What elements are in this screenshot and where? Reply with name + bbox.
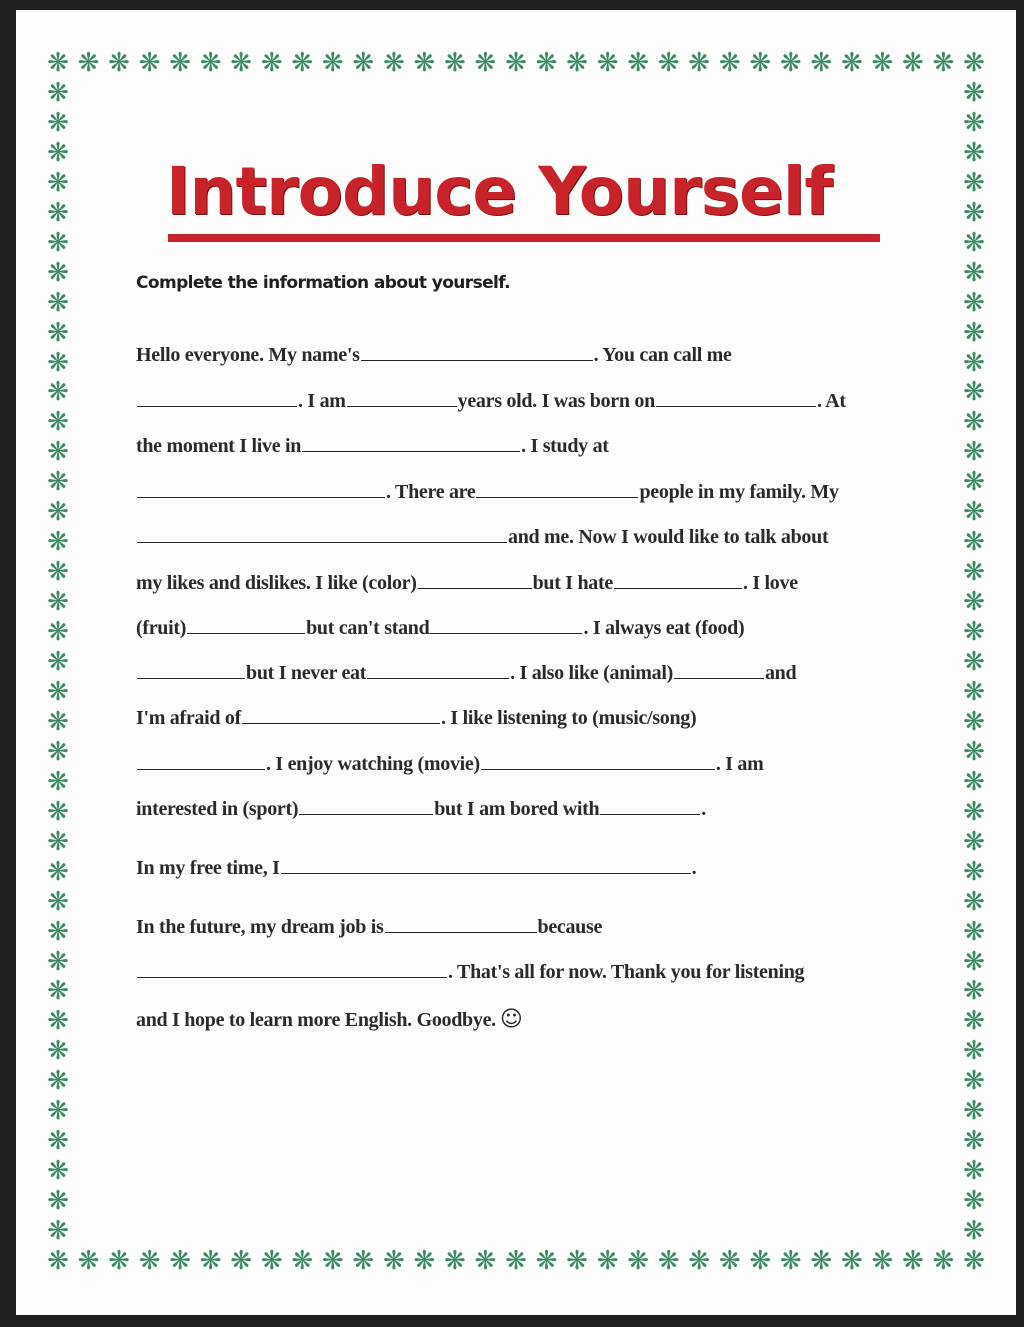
border-flower-icon: ❋ — [627, 1246, 650, 1276]
border-flower-icon: ❋ — [199, 1246, 222, 1276]
border-flower-icon: ❋ — [902, 48, 924, 78]
border-flower-icon: ❋ — [382, 1246, 405, 1276]
border-flower-icon: ❋ — [963, 1036, 985, 1067]
sentence-text: the moment I live in — [136, 435, 302, 457]
sentence-text: . At — [816, 390, 846, 412]
border-flower-icon: ❋ — [871, 1246, 894, 1276]
border-flower-icon: ❋ — [47, 257, 69, 288]
border-flower-icon: ❋ — [963, 647, 985, 677]
sentence-text: Hello everyone. My name's — [136, 344, 360, 366]
border-flower-icon: ❋ — [47, 197, 69, 228]
border-flower-icon: ❋ — [47, 48, 69, 78]
border-flower-icon: ❋ — [352, 48, 375, 78]
answer-blank[interactable] — [137, 957, 447, 978]
border-flower-icon: ❋ — [382, 48, 405, 78]
border-flower-icon: ❋ — [47, 347, 69, 378]
border-flower-icon: ❋ — [963, 587, 985, 618]
border-flower-icon: ❋ — [963, 497, 985, 528]
border-flower-icon: ❋ — [260, 1246, 283, 1276]
paragraph-line — [136, 522, 828, 552]
answer-blank[interactable] — [347, 386, 457, 407]
border-flower-icon: ❋ — [535, 48, 558, 78]
border-flower-icon: ❋ — [47, 796, 69, 827]
answer-blank[interactable] — [299, 794, 433, 815]
answer-blank[interactable] — [385, 912, 537, 933]
border-flower-icon: ❋ — [963, 916, 985, 947]
border-flower-icon: ❋ — [47, 167, 69, 198]
sentence-text: interested in (sport) — [136, 798, 299, 820]
answer-blank[interactable] — [137, 658, 245, 679]
border-flower-icon: ❋ — [47, 886, 69, 917]
border-flower-icon: ❋ — [718, 48, 741, 78]
sentence-text: and — [764, 662, 797, 684]
border-flower-icon: ❋ — [871, 48, 894, 78]
border-flower-icon: ❋ — [505, 48, 527, 78]
border-flower-icon: ❋ — [352, 1246, 375, 1276]
border-flower-icon: ❋ — [47, 1006, 69, 1037]
border-flower-icon: ❋ — [321, 1246, 344, 1276]
border-flower-icon: ❋ — [108, 1246, 130, 1276]
sentence-text: . I study at — [521, 435, 609, 457]
paragraph-line — [136, 568, 798, 598]
border-flower-icon: ❋ — [963, 946, 985, 977]
paragraph-line — [136, 703, 696, 733]
answer-blank[interactable] — [367, 658, 509, 679]
border-flower-icon: ❋ — [963, 287, 985, 318]
border-flower-icon: ❋ — [963, 617, 985, 648]
border-flower-icon: ❋ — [963, 227, 985, 258]
border-flower-icon: ❋ — [535, 1246, 558, 1276]
paragraph-line — [136, 853, 696, 883]
title-underline — [168, 234, 880, 242]
sentence-text: . I am — [298, 390, 346, 412]
border-flower-icon: ❋ — [566, 48, 588, 78]
paragraph-line — [136, 431, 609, 461]
border-flower-icon: ❋ — [47, 497, 69, 528]
border-flower-icon: ❋ — [47, 557, 69, 588]
border-flower-icon: ❋ — [291, 48, 314, 78]
border-flower-icon: ❋ — [963, 736, 985, 767]
sentence-text: . — [701, 798, 706, 820]
border-flower-icon: ❋ — [47, 856, 69, 887]
border-flower-icon: ❋ — [47, 377, 69, 408]
sentence-text: I'm afraid of — [136, 707, 241, 729]
border-flower-icon: ❋ — [47, 946, 69, 977]
sentence-text: . You can call me — [593, 344, 732, 366]
sentence-text: but I never eat — [246, 662, 367, 684]
sentence-text: . That's all for now. Thank you for listening — [448, 961, 805, 983]
worksheet-page — [16, 10, 1016, 1315]
border-flower-icon: ❋ — [291, 1246, 314, 1276]
sentence-text: my likes and dislikes. I like (color) — [136, 572, 417, 594]
border-flower-icon: ❋ — [444, 48, 466, 78]
sentence-text: . I always eat (food) — [583, 617, 745, 639]
border-flower-icon: ❋ — [47, 647, 69, 677]
border-flower-icon: ❋ — [321, 48, 344, 78]
border-flower-icon: ❋ — [47, 107, 69, 138]
sentence-text: and me. Now I would like to talk about — [508, 526, 829, 548]
border-flower-icon: ❋ — [47, 766, 69, 797]
border-flower-icon: ❋ — [169, 1246, 192, 1276]
sentence-text: . I love — [742, 572, 798, 594]
border-flower-icon: ❋ — [963, 137, 985, 168]
border-flower-icon: ❋ — [77, 48, 100, 78]
answer-blank[interactable] — [614, 568, 742, 589]
answer-blank[interactable] — [656, 386, 816, 407]
border-flower-icon: ❋ — [47, 1156, 69, 1187]
border-flower-icon: ❋ — [47, 527, 69, 558]
sentence-text: but I am bored with — [434, 798, 600, 820]
sentence-text: . I like listening to (music/song) — [440, 707, 697, 729]
border-flower-icon: ❋ — [963, 1186, 985, 1217]
border-flower-icon: ❋ — [963, 796, 985, 827]
border-flower-icon: ❋ — [566, 1246, 588, 1276]
answer-blank[interactable] — [187, 613, 305, 634]
border-flower-icon: ❋ — [963, 167, 985, 198]
border-flower-icon: ❋ — [963, 1096, 985, 1127]
sentence-text: In my free time, I — [136, 857, 280, 879]
paragraph-line — [136, 386, 846, 416]
border-flower-icon: ❋ — [444, 1246, 466, 1276]
border-flower-icon: ❋ — [688, 48, 711, 78]
border-flower-icon: ❋ — [963, 1216, 985, 1247]
paragraph-line — [136, 1005, 523, 1035]
sentence-text: people in my family. My — [639, 481, 839, 503]
border-flower-icon: ❋ — [963, 317, 985, 348]
border-flower-icon: ❋ — [474, 1246, 497, 1276]
border-flower-icon: ❋ — [47, 1186, 69, 1217]
border-flower-icon: ❋ — [47, 77, 69, 108]
border-flower-icon: ❋ — [596, 1246, 619, 1276]
border-flower-icon: ❋ — [779, 48, 802, 78]
sentence-text: years old. I was born on — [457, 390, 655, 412]
border-flower-icon: ❋ — [474, 48, 497, 78]
border-flower-icon: ❋ — [932, 48, 955, 78]
border-flower-icon: ❋ — [963, 766, 985, 797]
answer-blank[interactable] — [600, 794, 700, 815]
border-flower-icon: ❋ — [47, 1246, 69, 1276]
paragraph-line — [136, 340, 732, 370]
border-flower-icon: ❋ — [963, 407, 985, 438]
sentence-text: . There are — [386, 481, 476, 503]
border-flower-icon: ❋ — [47, 1216, 69, 1247]
paragraph-line — [136, 613, 744, 643]
border-flower-icon: ❋ — [963, 1126, 985, 1157]
sentence-text: but can't stand — [306, 617, 430, 639]
paragraph-line — [136, 794, 706, 824]
border-flower-icon: ❋ — [963, 107, 985, 138]
answer-blank[interactable] — [481, 749, 715, 770]
border-flower-icon: ❋ — [779, 1246, 802, 1276]
border-flower-icon: ❋ — [963, 856, 985, 887]
sentence-text: . I am — [715, 753, 764, 775]
sentence-text: . I also like (animal) — [510, 662, 673, 684]
sentence-text: . — [691, 857, 697, 879]
border-flower-icon: ❋ — [963, 48, 985, 78]
sentence-text: but I hate — [532, 572, 613, 594]
border-flower-icon: ❋ — [688, 1246, 711, 1276]
border-flower-icon: ❋ — [596, 48, 619, 78]
border-flower-icon: ❋ — [810, 48, 833, 78]
border-flower-icon: ❋ — [413, 1246, 436, 1276]
border-flower-icon: ❋ — [47, 1036, 69, 1067]
border-flower-icon: ❋ — [47, 407, 69, 438]
border-flower-icon: ❋ — [413, 48, 436, 78]
answer-blank[interactable] — [137, 749, 265, 770]
answer-blank[interactable] — [430, 613, 582, 634]
border-flower-icon: ❋ — [963, 257, 985, 288]
worksheet-title: Introduce Yourself — [166, 153, 833, 230]
border-flower-icon: ❋ — [963, 1066, 985, 1097]
border-flower-icon: ❋ — [77, 1246, 100, 1276]
sentence-text: and I hope to learn more English. Goodbye. — [136, 1009, 496, 1031]
answer-blank[interactable] — [242, 703, 440, 724]
border-flower-icon: ❋ — [47, 1066, 69, 1097]
answer-blank[interactable] — [674, 658, 764, 679]
paragraph-line — [136, 658, 796, 688]
answer-blank[interactable] — [476, 477, 638, 498]
border-flower-icon: ❋ — [657, 1246, 680, 1276]
border-flower-icon: ❋ — [963, 437, 985, 468]
border-flower-icon: ❋ — [963, 557, 985, 588]
border-flower-icon: ❋ — [840, 1246, 863, 1276]
border-flower-icon: ❋ — [47, 976, 69, 1007]
border-flower-icon: ❋ — [963, 976, 985, 1007]
smiley-face-icon: ☺ — [499, 1007, 523, 1032]
paragraph-line — [136, 477, 839, 507]
border-flower-icon: ❋ — [47, 736, 69, 767]
border-flower-icon: ❋ — [749, 48, 772, 78]
border-flower-icon: ❋ — [47, 227, 69, 258]
border-flower-icon: ❋ — [260, 48, 283, 78]
border-flower-icon: ❋ — [963, 826, 985, 857]
answer-blank[interactable] — [137, 522, 507, 543]
border-flower-icon: ❋ — [963, 706, 985, 737]
border-flower-icon: ❋ — [47, 587, 69, 618]
border-flower-icon: ❋ — [138, 1246, 161, 1276]
border-flower-icon: ❋ — [230, 48, 253, 78]
border-flower-icon: ❋ — [932, 1246, 955, 1276]
border-flower-icon: ❋ — [47, 706, 69, 737]
border-flower-icon: ❋ — [963, 197, 985, 228]
border-flower-icon: ❋ — [47, 1126, 69, 1157]
border-flower-icon: ❋ — [963, 1156, 985, 1187]
border-flower-icon: ❋ — [47, 1096, 69, 1127]
border-flower-icon: ❋ — [963, 467, 985, 498]
border-flower-icon: ❋ — [963, 886, 985, 917]
border-flower-icon: ❋ — [840, 48, 863, 78]
border-flower-icon: ❋ — [749, 1246, 772, 1276]
border-flower-icon: ❋ — [108, 48, 130, 78]
border-flower-icon: ❋ — [627, 48, 650, 78]
paragraph-line — [136, 912, 602, 942]
sentence-text: In the future, my dream job is — [136, 916, 384, 938]
border-flower-icon: ❋ — [47, 676, 69, 707]
border-flower-icon: ❋ — [963, 676, 985, 707]
border-flower-icon: ❋ — [657, 48, 680, 78]
border-flower-icon: ❋ — [47, 826, 69, 857]
border-flower-icon: ❋ — [47, 317, 69, 348]
border-flower-icon: ❋ — [138, 48, 161, 78]
border-flower-icon: ❋ — [47, 437, 69, 468]
instruction-text: Complete the information about yourself. — [136, 273, 510, 293]
sentence-text: . I enjoy watching (movie) — [266, 753, 480, 775]
border-flower-icon: ❋ — [963, 1246, 985, 1276]
border-flower-icon: ❋ — [963, 377, 985, 408]
border-flower-icon: ❋ — [718, 1246, 741, 1276]
border-flower-icon: ❋ — [963, 347, 985, 378]
border-flower-icon: ❋ — [47, 467, 69, 498]
answer-blank[interactable] — [281, 853, 691, 874]
border-flower-icon: ❋ — [47, 617, 69, 648]
paragraph-line — [136, 749, 764, 779]
border-flower-icon: ❋ — [963, 527, 985, 558]
border-flower-icon: ❋ — [902, 1246, 924, 1276]
border-flower-icon: ❋ — [505, 1246, 527, 1276]
answer-blank[interactable] — [361, 340, 593, 361]
border-flower-icon: ❋ — [230, 1246, 253, 1276]
border-flower-icon: ❋ — [47, 137, 69, 168]
border-flower-icon: ❋ — [47, 287, 69, 318]
border-flower-icon: ❋ — [963, 77, 985, 108]
border-flower-icon: ❋ — [47, 916, 69, 947]
sentence-text: (fruit) — [136, 617, 187, 639]
sentence-text: because — [537, 916, 603, 938]
paragraph-line — [136, 957, 804, 987]
border-flower-icon: ❋ — [199, 48, 222, 78]
answer-blank[interactable] — [418, 568, 532, 589]
border-flower-icon: ❋ — [963, 1006, 985, 1037]
answer-blank[interactable] — [137, 386, 297, 407]
answer-blank[interactable] — [302, 431, 520, 452]
border-flower-icon: ❋ — [169, 48, 192, 78]
border-flower-icon: ❋ — [810, 1246, 833, 1276]
answer-blank[interactable] — [137, 477, 385, 498]
